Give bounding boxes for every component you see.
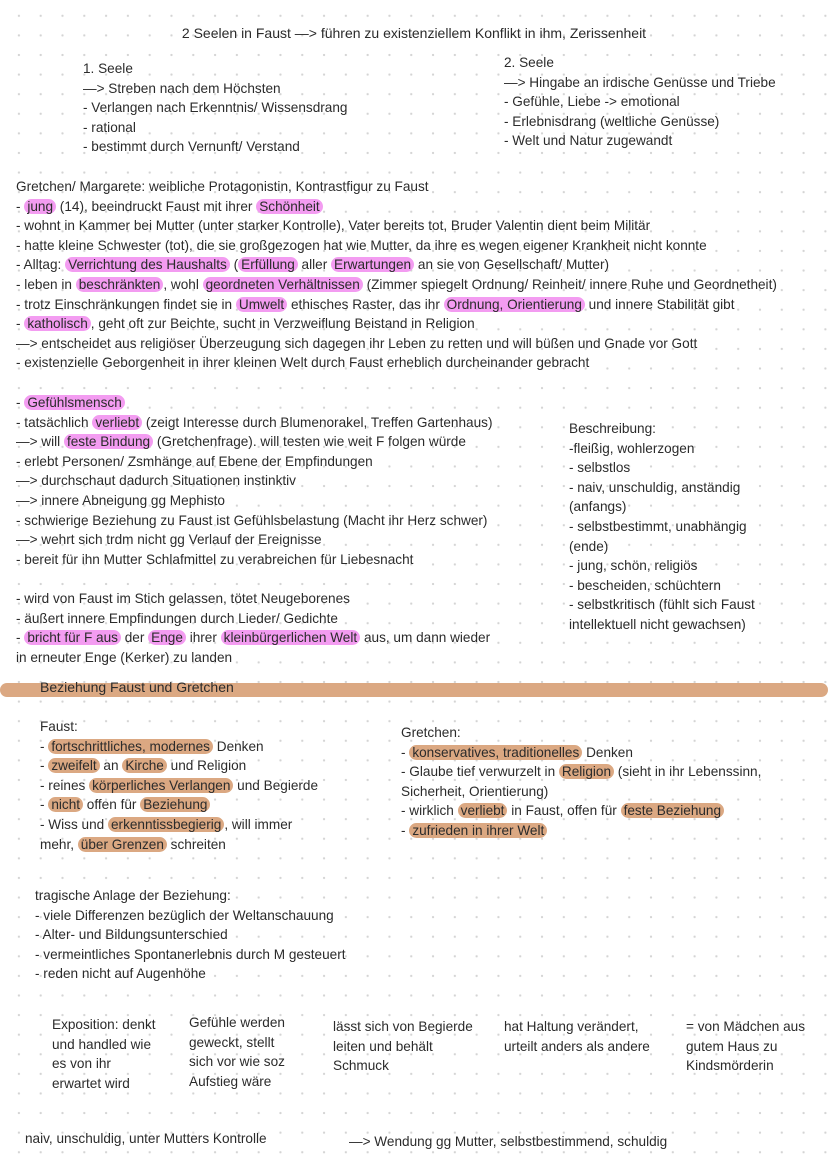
text: , wohl bbox=[163, 276, 203, 292]
note-line bbox=[401, 762, 761, 782]
seele2-line: - Welt und Natur zugewandt bbox=[504, 133, 673, 149]
spacer bbox=[16, 569, 493, 589]
text: (zeigt Interesse durch Blumenorakel, Treffen Gartenhaus) bbox=[142, 414, 493, 430]
highlight: geordneten Verhältnissen bbox=[203, 277, 363, 292]
text: ihrer bbox=[185, 630, 221, 646]
note-line: —> durchschaut dadurch Situationen instinktiv bbox=[16, 473, 296, 489]
text: —> will bbox=[16, 434, 64, 450]
highlight: konservatives, traditionelles bbox=[409, 745, 582, 760]
text: (sieht in ihr Lebenssinn, bbox=[614, 764, 762, 780]
text: - reines bbox=[40, 777, 90, 793]
note-line bbox=[401, 821, 761, 841]
note-line bbox=[40, 737, 318, 757]
highlight: Religion bbox=[559, 764, 614, 779]
highlight: fortschrittliches, modernes bbox=[48, 739, 213, 754]
text: , geht oft zur Beichte, sucht in Verzweiflung Beistand in Religion bbox=[90, 316, 475, 332]
gretchen-heading: Gretchen/ Margarete: weibliche Protagonistin, Kontrastfigur zu Faust bbox=[16, 179, 429, 194]
text: und Religion bbox=[166, 758, 247, 774]
highlight: nicht bbox=[48, 797, 83, 812]
seele1-line: - rational bbox=[83, 119, 136, 135]
faust-heading: Faust: bbox=[40, 719, 78, 734]
entwicklung-start: naiv, unschuldig, unter Mutters Kontrolle bbox=[25, 1131, 267, 1146]
seele2-line: —> Hingabe an irdische Genüsse und Triebe bbox=[504, 74, 776, 90]
text: - leben in bbox=[16, 276, 76, 292]
entwicklung-step: Gefühle werden geweckt, stellt sich vor wie soz Aufstieg wäre bbox=[189, 1015, 285, 1089]
beschreibung-line: - bescheiden, schüchtern bbox=[569, 577, 721, 593]
gretchen-intro-block bbox=[16, 177, 777, 373]
note-line: in erneuter Enge (Kerker) zu landen bbox=[16, 649, 233, 665]
note-line bbox=[16, 413, 493, 433]
text: - bbox=[40, 797, 49, 813]
note-line bbox=[401, 801, 761, 821]
gretchen2-heading: Gretchen: bbox=[401, 725, 461, 740]
note-line bbox=[40, 756, 318, 776]
note-line: - wird von Faust im Stich gelassen, tötet Neugeborenes bbox=[16, 590, 350, 606]
note-line: —> wehrt sich trdm nicht gg Verlauf der Ereignisse bbox=[16, 532, 322, 548]
text: - Glaube tief verwurzelt in bbox=[401, 764, 559, 780]
text: - bbox=[16, 198, 25, 214]
seele2-heading: 2. Seele bbox=[504, 55, 554, 70]
text: in Faust, offen für bbox=[507, 803, 621, 819]
faust-block bbox=[40, 717, 318, 854]
beschreibung-line: (ende) bbox=[569, 538, 609, 554]
note-line bbox=[16, 275, 777, 295]
text: und Begierde bbox=[233, 777, 319, 793]
beschreibung-line: - selbstkritisch (fühlt sich Faust bbox=[569, 597, 755, 613]
text: an bbox=[99, 758, 123, 774]
note-line: - wohnt in Kammer bei Mutter (unter starker Kontrolle), Vater bereits tot, Bruder Valentin dient beim Militär bbox=[16, 218, 651, 234]
text: der bbox=[120, 630, 149, 646]
seele1-line: - Verlangen nach Erkenntnis/ Wissensdrang bbox=[83, 100, 348, 116]
tragik-line: - viele Differenzen bezüglich der Weltanschauung bbox=[35, 907, 334, 923]
tragik-line: - Alter- und Bildungsunterschied bbox=[35, 927, 228, 943]
highlight: Verrichtung des Haushalts bbox=[65, 257, 230, 272]
seele2-line: - Erlebnisdrang (weltliche Genüsse) bbox=[504, 113, 720, 129]
highlight: zweifelt bbox=[48, 758, 99, 773]
note-line: - äußert innere Empfindungen durch Lieder/ Gedichte bbox=[16, 610, 338, 626]
text: - wirklich bbox=[401, 803, 458, 819]
beschreibung-line: - jung, schön, religiös bbox=[569, 558, 698, 574]
seele1-heading: 1. Seele bbox=[83, 61, 133, 76]
highlight: kleinbürgerlichen Welt bbox=[221, 630, 361, 645]
gefuehl-block bbox=[16, 393, 493, 667]
note-line: —> innere Abneigung gg Mephisto bbox=[16, 492, 225, 508]
note-line: Sicherheit, Orientierung) bbox=[401, 783, 549, 799]
highlight: beschränkten bbox=[76, 277, 164, 292]
highlight: Ordnung, Orientierung bbox=[444, 297, 585, 312]
note-line bbox=[16, 295, 777, 315]
note-line bbox=[16, 255, 777, 275]
beschreibung-heading: Beschreibung: bbox=[569, 421, 656, 436]
tragik-line: - vermeintliches Spontanerlebnis durch M gesteuert bbox=[35, 946, 346, 962]
highlight: Enge bbox=[148, 630, 186, 645]
note-line: - hatte kleine Schwester (tot), die sie großgezogen hat wie Mutter, da ihre es wegen eigener Krankheit nicht konnte bbox=[16, 237, 707, 253]
highlight: feste Bindung bbox=[64, 434, 153, 449]
text: schreiten bbox=[166, 836, 226, 852]
text: an sie von Gesellschaft/ Mutter) bbox=[414, 257, 610, 273]
highlight: Erwartungen bbox=[331, 257, 414, 272]
entwicklung-step: lässt sich von Begierde leiten und behält Schmuck bbox=[333, 1019, 473, 1074]
note-line bbox=[16, 393, 493, 413]
highlight: Umwelt bbox=[236, 297, 287, 312]
beschreibung-line: (anfangs) bbox=[569, 499, 627, 515]
note-line bbox=[16, 628, 493, 648]
tragik-line: - reden nicht auf Augenhöhe bbox=[35, 966, 206, 982]
note-line bbox=[40, 835, 318, 855]
highlight: verliebt bbox=[458, 803, 508, 818]
highlight: Kirche bbox=[122, 758, 167, 773]
text: (14), beeindruckt Faust mit ihrer bbox=[56, 198, 257, 214]
highlight: Gefühlsmensch bbox=[24, 395, 124, 410]
tragik-block bbox=[35, 886, 346, 984]
seele1-block bbox=[83, 59, 347, 157]
beschreibung-block bbox=[569, 419, 755, 635]
highlight: jung bbox=[24, 199, 56, 214]
text: aller bbox=[297, 257, 332, 273]
highlight: Beziehung bbox=[140, 797, 210, 812]
note-line bbox=[16, 197, 777, 217]
seele1-line: —> Streben nach dem Höchsten bbox=[83, 80, 281, 96]
highlight: Erfüllung bbox=[238, 257, 298, 272]
seele2-line: - Gefühle, Liebe -> emotional bbox=[504, 94, 680, 110]
text: - bbox=[16, 630, 25, 646]
text: offen für bbox=[83, 797, 141, 813]
note-line bbox=[401, 743, 761, 763]
text: , will immer bbox=[224, 816, 293, 832]
text: - bbox=[40, 758, 49, 774]
text: - tatsächlich bbox=[16, 414, 93, 430]
text: - Wiss und bbox=[40, 816, 108, 832]
text: - bbox=[40, 738, 49, 754]
entwicklung-step: hat Haltung verändert, urteilt anders als andere bbox=[504, 1019, 650, 1054]
seele1-line: - bestimmt durch Vernunft/ Verstand bbox=[83, 139, 300, 155]
beschreibung-line: - naiv, unschuldig, anständig bbox=[569, 479, 741, 495]
highlight: verliebt bbox=[92, 415, 142, 430]
text: - Alltag: bbox=[16, 257, 66, 273]
note-line bbox=[16, 432, 493, 452]
text: - bbox=[401, 744, 410, 760]
text: - bbox=[16, 316, 25, 332]
text: (Gretchenfrage). will testen wie weit F folgen würde bbox=[153, 434, 466, 450]
highlight: zufrieden in ihrer Welt bbox=[409, 823, 547, 838]
highlight: Schönheit bbox=[256, 199, 322, 214]
entwicklung-step: Exposition: denkt und handled wie es von ihr erwartet wird bbox=[52, 1017, 156, 1091]
entwicklung-end: —> Wendung gg Mutter, selbstbestimmend, schuldig bbox=[349, 1134, 668, 1149]
text: - bbox=[16, 395, 25, 410]
note-line: —> entscheidet aus religiöser Überzeugung sich dagegen ihr Leben zu retten und will büßen und Gnade vor Gott bbox=[16, 335, 698, 351]
note-line bbox=[40, 815, 318, 835]
text: und innere Stabilität gibt bbox=[584, 296, 735, 312]
note-line bbox=[16, 314, 777, 334]
highlight: körperliches Verlangen bbox=[89, 778, 233, 793]
note-line: - bereit für ihn Mutter Schlafmittel zu verabreichen für Liebesnacht bbox=[16, 551, 414, 567]
gretchen-relation-block bbox=[401, 723, 761, 841]
note-line bbox=[40, 795, 318, 815]
page-title: 2 Seelen in Faust —> führen zu existenziellem Konflikt in ihm, Zerissenheit bbox=[181, 25, 647, 41]
beschreibung-line: - selbstlos bbox=[569, 460, 631, 476]
seele2-block bbox=[504, 53, 776, 151]
entwicklung-step: = von Mädchen aus gutem Haus zu Kindsmörderin bbox=[686, 1019, 806, 1074]
text: - bbox=[401, 822, 410, 838]
highlight: erkenntissbegierig bbox=[108, 817, 224, 832]
highlight: feste Beziehung bbox=[621, 803, 725, 818]
note-line: - erlebt Personen/ Zsmhänge auf Ebene der Empfindungen bbox=[16, 453, 373, 469]
note-line: - schwierige Beziehung zu Faust ist Gefühlsbelastung (Macht ihr Herz schwer) bbox=[16, 512, 488, 528]
text: aus, um dann wieder bbox=[360, 630, 491, 646]
highlight: über Grenzen bbox=[78, 837, 167, 852]
text: Denken bbox=[212, 738, 264, 754]
beschreibung-line: - selbstbestimmt, unabhängig bbox=[569, 518, 747, 534]
text: ( bbox=[229, 257, 239, 273]
section-heading: Beziehung Faust und Gretchen bbox=[40, 679, 234, 695]
highlight: katholisch bbox=[24, 316, 90, 331]
beschreibung-line: intellektuell nicht gewachsen) bbox=[569, 616, 746, 632]
text: mehr, bbox=[40, 836, 78, 852]
text: ethisches Raster, das ihr bbox=[287, 296, 444, 312]
beschreibung-line: -fleißig, wohlerzogen bbox=[569, 440, 695, 456]
text: (Zimmer spiegelt Ordnung/ Reinheit/ innere Ruhe und Geordnetheit) bbox=[362, 276, 777, 292]
note-line bbox=[40, 776, 318, 796]
note-line: - existenzielle Geborgenheit in ihrer kleinen Welt durch Faust erheblich durcheinander gebracht bbox=[16, 355, 590, 371]
text: - trotz Einschränkungen findet sie in bbox=[16, 296, 236, 312]
highlight: bricht für F aus bbox=[24, 630, 121, 645]
text: Denken bbox=[582, 744, 633, 760]
tragik-heading: tragische Anlage der Beziehung: bbox=[35, 888, 231, 903]
